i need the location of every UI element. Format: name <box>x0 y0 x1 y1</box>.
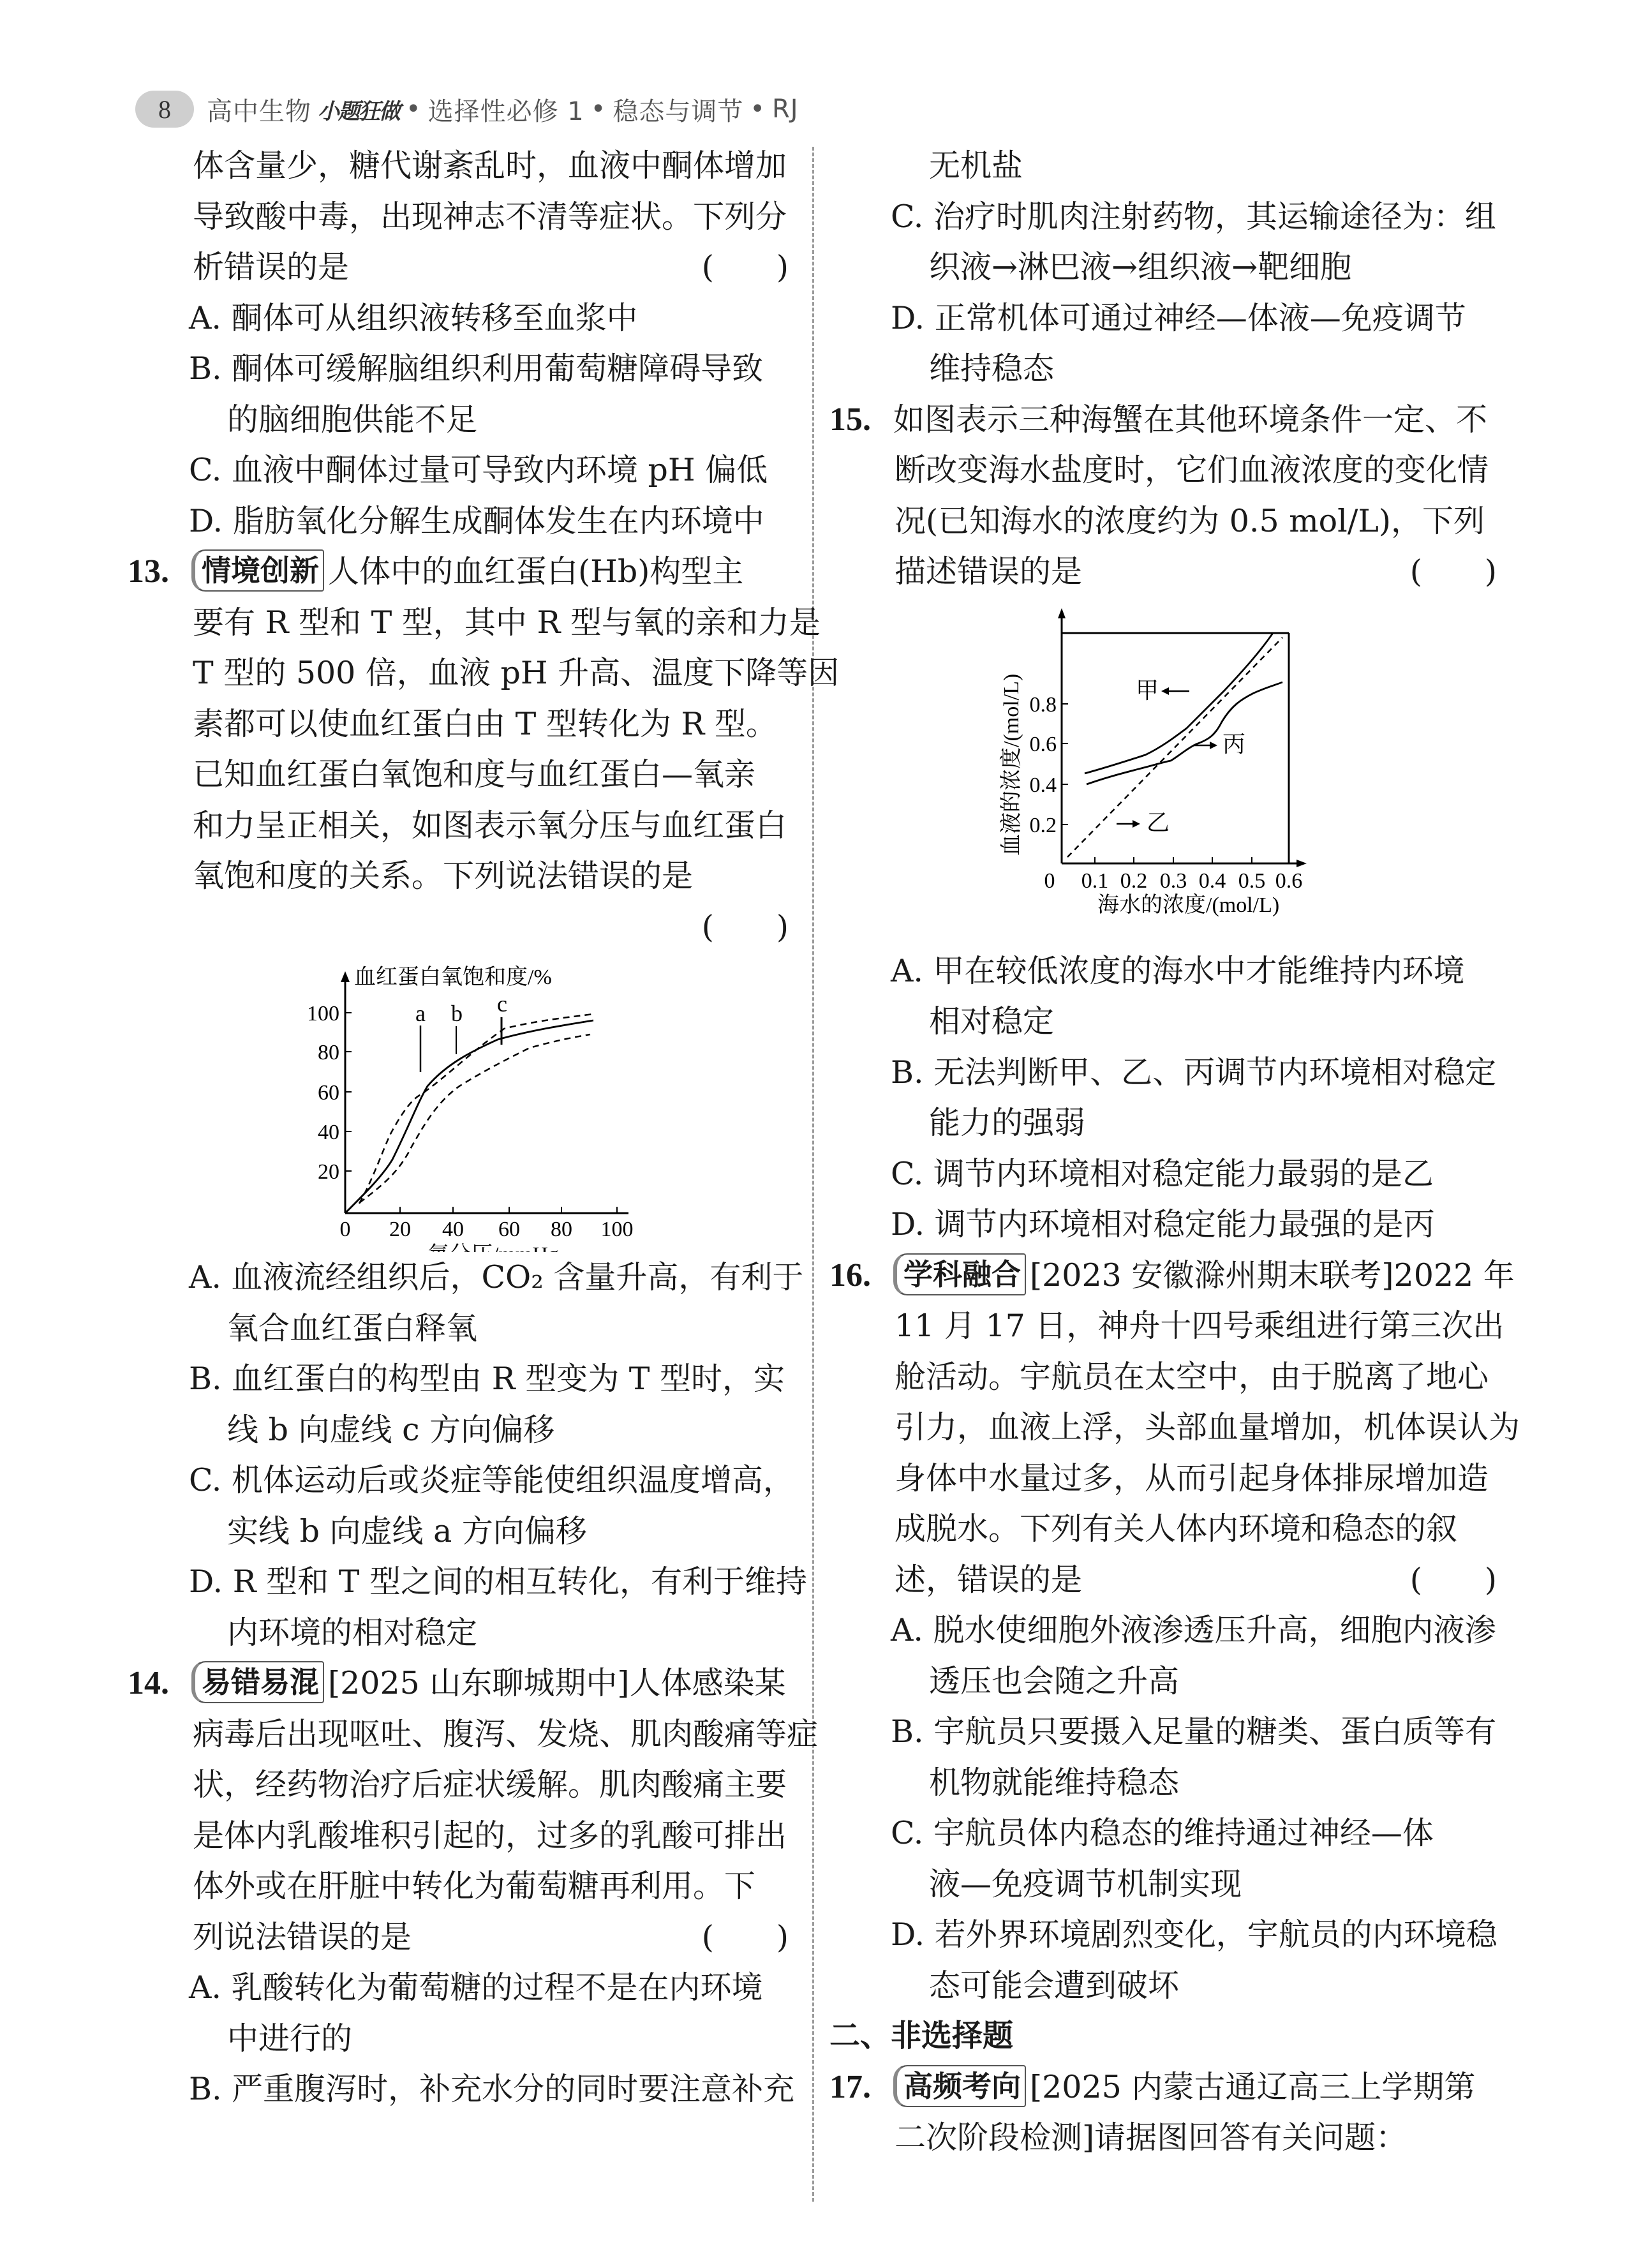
q12-stem-line: 体含量少，糖代谢紊乱时，血液中酮体增加 <box>193 147 787 184</box>
svg-text:100: 100 <box>307 1002 339 1026</box>
svg-text:0.8: 0.8 <box>1029 692 1057 717</box>
q12-option-b-cont: 的脑细胞供能不足 <box>227 401 478 438</box>
svg-text:0: 0 <box>1044 869 1055 893</box>
q14-stem-line: 是体内乳酸堆积引起的，过多的乳酸可排出 <box>193 1817 787 1854</box>
q13-option-c: C. 机体运动后或炎症等能使组织温度增高， <box>189 1462 794 1498</box>
svg-text:血液的浓度/(mol/L): 血液的浓度/(mol/L) <box>1000 673 1023 856</box>
svg-text:c: c <box>497 991 507 1017</box>
left-column <box>128 140 840 2115</box>
svg-text:乙: 乙 <box>1147 809 1170 835</box>
svg-text:80: 80 <box>318 1041 339 1064</box>
svg-text:a: a <box>415 1001 426 1026</box>
q16-option-c: C. 宇航员体内稳态的维持通过神经—体 <box>891 1815 1434 1851</box>
q14-stem-line: 体外或在肝脏中转化为葡萄糖再利用。下 <box>193 1868 756 1904</box>
svg-text:0.2: 0.2 <box>1120 869 1148 893</box>
q13-option-a: A. 血液流经组织后，CO₂ 含量升高，有利于 <box>189 1259 804 1295</box>
svg-text:0.2: 0.2 <box>1029 813 1057 837</box>
q17-stem-line: 二次阶段检测]请据图回答有关问题： <box>895 2119 1408 2156</box>
question-number: 17. <box>829 2068 871 2105</box>
svg-text:0: 0 <box>339 1218 351 1241</box>
q16-option-b-cont: 机物就能维持稳态 <box>929 1764 1180 1801</box>
q13-stem-line: 氧饱和度的关系。下列说法错误的是 <box>193 858 694 894</box>
section-heading: 二、非选择题 <box>829 2018 1014 2054</box>
q15-option-a: A. 甲在较低浓度的海水中才能维持内环境 <box>891 952 1465 989</box>
svg-text:0.4: 0.4 <box>1029 773 1057 797</box>
svg-text:20: 20 <box>318 1160 339 1184</box>
answer-blank[interactable]: ( ) <box>1409 1561 1497 1598</box>
q16-stem-line: 舱活动。宇航员在太空中，由于脱离了地心 <box>895 1358 1489 1395</box>
svg-text:氧分压/mmHg <box>427 1242 559 1252</box>
answer-blank[interactable]: ( ) <box>701 1918 789 1955</box>
svg-text:0.6: 0.6 <box>1275 869 1303 893</box>
subject: 高中生物 <box>207 96 311 126</box>
category-tag: 情境创新 <box>191 549 324 592</box>
source-label: [2025 山东聊城期中] <box>328 1665 630 1701</box>
svg-text:0.4: 0.4 <box>1198 869 1226 893</box>
svg-text:20: 20 <box>389 1218 411 1241</box>
q15-stem-line: 描述错误的是 ( ) <box>829 546 1506 597</box>
svg-text:60: 60 <box>318 1081 339 1105</box>
svg-text:0.1: 0.1 <box>1081 869 1109 893</box>
q15-header: 15. 如图表示三种海蟹在其他环境条件一定、不 <box>829 394 1506 445</box>
q13-stem-line: T 型的 500 倍，血液 pH 升高、温度下降等因 <box>193 655 840 691</box>
q17-header <box>829 2062 1506 2113</box>
q13-option-b-cont: 线 b 向虚线 c 方向偏移 <box>227 1411 555 1448</box>
q12-stem-line: 导致酸中毒，出现神志不清等症状。下列分 <box>193 198 787 235</box>
hb-saturation-chart <box>128 952 798 1252</box>
crab-chart-svg <box>829 597 1506 946</box>
separator: • <box>750 94 766 124</box>
q16-stem-line: 述，错误的是 ( ) <box>829 1555 1506 1606</box>
edition: RJ <box>771 94 799 124</box>
right-column <box>829 140 1520 2163</box>
q13-header: 13. 情境创新 人体中的血红蛋白(Hb)构型主 <box>128 546 798 597</box>
question-number: 16. <box>829 1257 871 1294</box>
svg-text:血红蛋白氧饱和度/%: 血红蛋白氧饱和度/% <box>354 966 552 989</box>
page-number: 8 <box>135 91 194 128</box>
svg-text:丙: 丙 <box>1222 731 1246 757</box>
q13-stem-line: 已知血红蛋白氧饱和度与血红蛋白—氧亲 <box>193 756 756 793</box>
q15-option-b-cont: 能力的强弱 <box>929 1105 1086 1141</box>
q15-stem-line: 断改变海水盐度时，它们血液浓度的变化情 <box>895 452 1489 488</box>
svg-text:40: 40 <box>442 1218 464 1241</box>
q16-option-b: B. 宇航员只要摄入足量的糖类、蛋白质等有 <box>891 1713 1497 1750</box>
q16-header: 16. 学科融合 [2023 安徽滁州期末联考]2022 年 <box>829 1250 1506 1301</box>
separator: • <box>406 94 422 124</box>
answer-blank[interactable]: ( ) <box>701 908 789 945</box>
question-number: 13. <box>128 553 169 590</box>
q15-stem-line: 况(已知海水的浓度约为 0.5 mol/L)，下列 <box>895 502 1485 539</box>
svg-text:40: 40 <box>318 1121 339 1144</box>
q15-option-b: B. 无法判断甲、乙、丙调节内环境相对稳定 <box>891 1054 1497 1091</box>
crab-blood-chart <box>829 597 1506 946</box>
svg-text:b: b <box>451 1001 463 1026</box>
source-label: [2025 内蒙古通辽高三上学期第 <box>1030 2068 1476 2105</box>
q16-option-a-cont: 透压也会随之升高 <box>929 1662 1180 1699</box>
q12-option-d: D. 脂肪氧化分解生成酮体发生在内环境中 <box>189 502 764 539</box>
svg-text:甲: 甲 <box>1136 677 1159 703</box>
brand-logo: 小题狂做 <box>318 98 399 124</box>
unit-title: 稳态与调节 <box>613 96 744 126</box>
q14-option-a-cont: 中进行的 <box>227 2020 353 2057</box>
q12-option-a: A. 酮体可从组织液转移至血浆中 <box>189 299 638 336</box>
svg-text:0.3: 0.3 <box>1159 869 1187 893</box>
q13-option-d: D. R 型和 T 型之间的相互转化，有利于维持 <box>189 1563 808 1600</box>
q14-stem-line: 状，经药物治疗后症状缓解。肌肉酸痛主要 <box>193 1766 787 1803</box>
page-header <box>135 89 799 129</box>
svg-text:海水的浓度/(mol/L): 海水的浓度/(mol/L) <box>1097 893 1280 917</box>
q13-option-c-cont: 实线 b 向虚线 a 方向偏移 <box>227 1512 587 1549</box>
book-title: 选择性必修 1 <box>427 96 584 126</box>
svg-text:0.6: 0.6 <box>1029 732 1057 756</box>
q14-option-b: B. 严重腹泻时，补充水分的同时要注意补充 <box>189 2071 795 2107</box>
q14-stem-line: 病毒后出现呕吐、腹泻、发烧、肌肉酸痛等症 <box>193 1715 819 1752</box>
q16-option-d: D. 若外界环境剧烈变化，宇航员的内环境稳 <box>891 1916 1497 1953</box>
svg-text:60: 60 <box>498 1218 520 1241</box>
svg-text:0.5: 0.5 <box>1238 869 1266 893</box>
q15-option-a-cont: 相对稳定 <box>929 1003 1055 1040</box>
q13-option-a-cont: 氧合血红蛋白释氧 <box>227 1309 478 1347</box>
q16-stem-line: 11 月 17 日，神舟十四号乘组进行第三次出 <box>895 1308 1504 1344</box>
answer-blank[interactable]: ( ) <box>1409 553 1497 590</box>
q12-option-c: C. 血液中酮体过量可导致内环境 pH 偏低 <box>189 452 768 488</box>
q16-stem-line: 身体中水量过多，从而引起身体排尿增加造 <box>895 1459 1489 1496</box>
q14-option-d-cont: 维持稳态 <box>929 350 1055 387</box>
q15-option-d: D. 调节内环境相对稳定能力最强的是丙 <box>891 1206 1435 1242</box>
category-tag: 学科融合 <box>893 1253 1026 1295</box>
q12-stem-line: 析错误的是 ( ) <box>128 242 798 293</box>
running-title <box>207 91 799 128</box>
hb-chart-svg <box>128 952 798 1252</box>
q16-option-a: A. 脱水使细胞外液渗透压升高，细胞内液渗 <box>891 1612 1496 1648</box>
q14-option-a: A. 乳酸转化为葡萄糖的过程不是在内环境 <box>189 1969 763 2006</box>
svg-text:100: 100 <box>600 1218 634 1241</box>
q14-stem-line: 列说法错误的是 ( ) <box>128 1912 798 1963</box>
q14-option-b-cont: 无机盐 <box>929 147 1023 184</box>
category-tag: 易错易混 <box>191 1661 324 1703</box>
q14-header: 14. 易错易混 [2025 山东聊城期中]人体感染某 <box>128 1658 798 1709</box>
q14-option-c: C. 治疗时肌肉注射药物，其运输途径为：组 <box>891 198 1496 235</box>
q16-stem-line: 成脱水。下列有关人体内环境和稳态的叙 <box>895 1511 1458 1547</box>
q14-option-d: D. 正常机体可通过神经—体液—免疫调节 <box>891 299 1466 336</box>
question-number: 15. <box>829 401 871 438</box>
question-number: 14. <box>128 1665 169 1701</box>
q14-option-c-cont: 织液→淋巴液→组织液→靶细胞 <box>929 249 1352 285</box>
q16-option-c-cont: 液—免疫调节机制实现 <box>929 1865 1242 1902</box>
q13-option-b: B. 血红蛋白的构型由 R 型变为 T 型时，实 <box>189 1361 785 1397</box>
q13-stem-line: 要有 R 型和 T 型，其中 R 型与氧的亲和力是 <box>193 604 821 641</box>
q16-option-d-cont: 态可能会遭到破坏 <box>929 1967 1180 2004</box>
q13-stem-line: 素都可以使血红蛋白由 T 型转化为 R 型。 <box>193 705 777 742</box>
svg-text:80: 80 <box>551 1218 572 1241</box>
separator: • <box>590 94 607 124</box>
category-tag: 高频考向 <box>893 2065 1026 2107</box>
source-label: [2023 安徽滁州期末联考] <box>1030 1257 1394 1294</box>
q15-option-c: C. 调节内环境相对稳定能力最弱的是乙 <box>891 1155 1434 1192</box>
q13-stem-line: 和力呈正相关，如图表示氧分压与血红蛋白 <box>193 807 787 844</box>
q12-option-b: B. 酮体可缓解脑组织利用葡萄糖障碍导致 <box>189 350 764 387</box>
q16-stem-line: 引力，血液上浮，头部血量增加，机体误认为 <box>895 1409 1520 1445</box>
column-divider <box>812 147 814 2202</box>
answer-blank[interactable]: ( ) <box>701 249 789 285</box>
q13-option-d-cont: 内环境的相对稳定 <box>227 1614 478 1651</box>
